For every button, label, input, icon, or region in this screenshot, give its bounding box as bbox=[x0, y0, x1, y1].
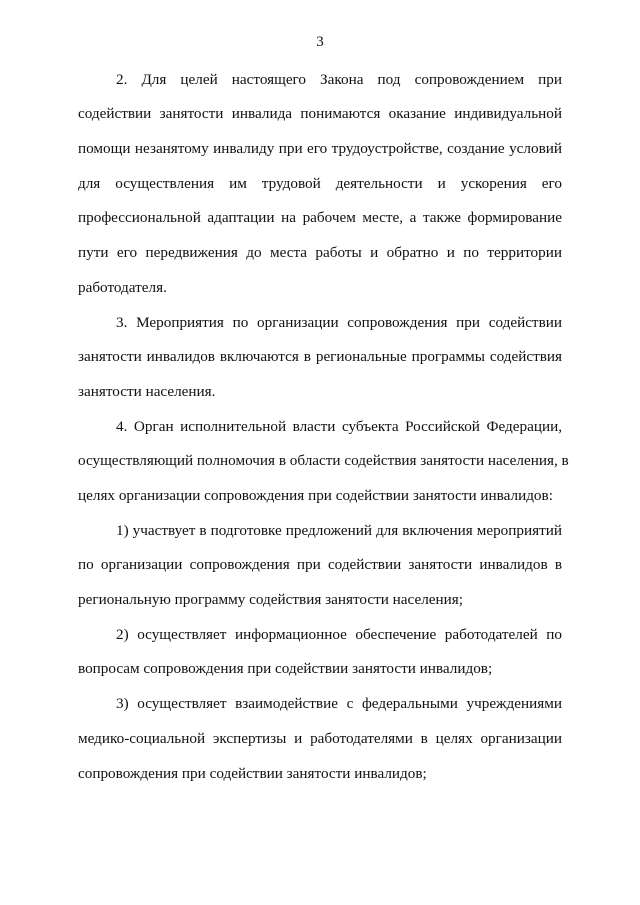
page-number: 3 bbox=[316, 34, 324, 50]
list-item-line: 2) осуществляет информационное обеспечение работодателей по bbox=[116, 626, 562, 643]
paragraph-line: профессиональной адаптации на рабочем месте, а также формирование bbox=[78, 209, 562, 226]
paragraph-line: осуществляющий полномочия в области содействия занятости населения, в bbox=[78, 452, 569, 469]
paragraph-line: пути его передвижения до места работы и обратно и по территории bbox=[78, 244, 562, 261]
list-item-line: медико-социальной экспертизы и работодателями в целях организации bbox=[78, 730, 562, 747]
paragraph-line: 4. Орган исполнительной власти субъекта Российской Федерации, bbox=[116, 418, 562, 435]
list-item-line: сопровождения при содействии занятости инвалидов; bbox=[78, 765, 427, 782]
paragraph-line: занятости населения. bbox=[78, 383, 216, 400]
list-item-line: региональную программу содействия занятости населения; bbox=[78, 591, 463, 608]
paragraph-line: целях организации сопровождения при содействии занятости инвалидов: bbox=[78, 487, 553, 504]
paragraph-line: занятости инвалидов включаются в региональные программы содействия bbox=[78, 348, 562, 365]
list-item-line: вопросам сопровождения при содействии занятости инвалидов; bbox=[78, 660, 493, 677]
paragraph-line: для осуществления им трудовой деятельности и ускорения его bbox=[78, 175, 562, 192]
paragraph-line: содействии занятости инвалида понимаются оказание индивидуальной bbox=[78, 105, 562, 122]
list-item-line: 1) участвует в подготовке предложений для включения мероприятий bbox=[116, 522, 562, 539]
paragraph-line: помощи незанятому инвалиду при его трудоустройстве, создание условий bbox=[78, 140, 562, 157]
paragraph-line: 3. Мероприятия по организации сопровождения при содействии bbox=[116, 314, 562, 331]
paragraph-line: 2. Для целей настоящего Закона под сопровождением при bbox=[116, 71, 562, 88]
list-item-line: по организации сопровождения при содействии занятости инвалидов в bbox=[78, 556, 562, 573]
paragraph-line: работодателя. bbox=[78, 279, 167, 296]
list-item-line: 3) осуществляет взаимодействие с федеральными учреждениями bbox=[116, 695, 562, 712]
